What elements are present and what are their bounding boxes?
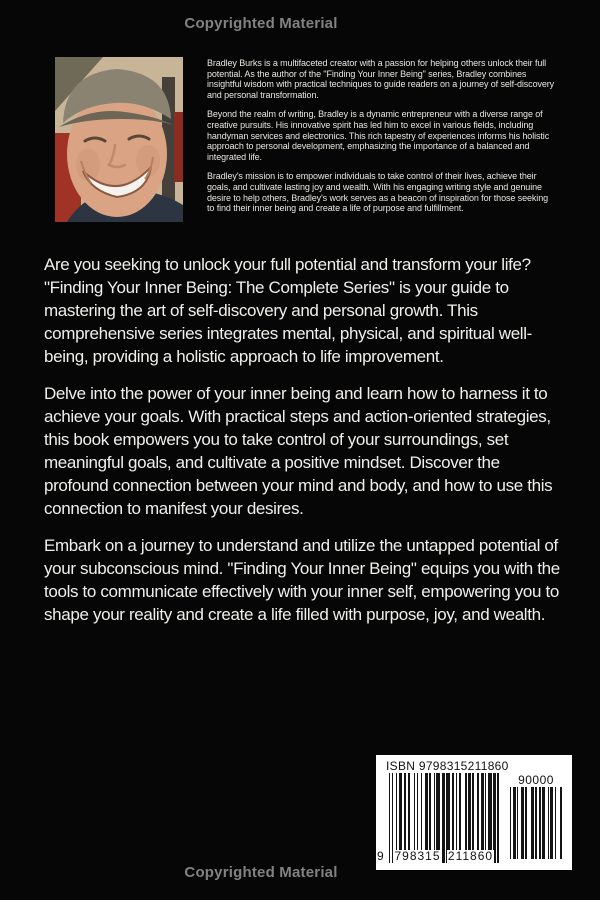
bio-paragraph: Bradley's mission is to empower individuals to take control of their lives, achieve their goals, and cultivate lasting joy and wealth. With his engaging writing style and genuine desire to help others, Bradley's work serves as a beacon of inspiration for those seeking to find their inner being and create a life of purpose and fulfillment. — [207, 171, 549, 214]
ean-barcode — [377, 773, 499, 863]
author-photo — [55, 57, 183, 222]
barcode-digit-group-1: 798315 — [394, 849, 441, 863]
isbn-label: ISBN 9798315211860 — [386, 759, 509, 773]
barcode-digit-lead: 9 — [377, 849, 384, 863]
supplement-barcode — [510, 774, 562, 859]
copyright-watermark-bottom: Copyrighted Material — [184, 864, 338, 881]
bio-paragraph: Beyond the realm of writing, Bradley is a dynamic entrepreneur with a diverse range of creative pursuits. His innovative spirit has led him to excel in various fields, including handyman services and electronics. This rich tapestry of experiences informs his holistic approach to personal development, emphasizing the importance of a balanced and integrated life. — [207, 109, 550, 162]
author-bio — [207, 58, 557, 223]
description-paragraph: Embark on a journey to understand and utilize the untapped potential of your subconscious mind. "Finding Your Inner Being" equips you with the tools to communicate effectively with your inner self, empowering you to shape your reality and create a life filled with purpose, joy, and wealth. — [44, 536, 560, 624]
supplement-label: 90000 — [518, 773, 554, 787]
book-description — [44, 253, 562, 640]
barcode-digit-group-2: 211860 — [447, 849, 494, 863]
supplement-barcode-bars — [510, 787, 562, 859]
barcode-panel — [376, 755, 572, 870]
author-photo-illustration — [55, 57, 183, 222]
description-paragraph: Delve into the power of your inner being and learn how to harness it to achieve your goals. With practical steps and action-oriented strategies, this book empowers you to take control of your surroundings, set meaningful goals, and cultivate a positive mindset. Discover the profound connection between your mind and body, and how to use this connection to manifest your desires. — [44, 384, 553, 518]
description-paragraph: Are you seeking to unlock your full potential and transform your life? "Finding Your Inner Being: The Complete Series" is your guide to mastering the art of self-discovery and personal growth. This comprehensive series integrates mental, physical, and spiritual well-being, providing a holistic approach to life improvement. — [44, 255, 532, 366]
bio-paragraph: Bradley Burks is a multifaceted creator with a passion for helping others unlock their full potential. As the author of the "Finding Your Inner Being" series, Bradley combines insightful wisdom with practical techniques to guide readers on a journey of self-discovery and personal transformation. — [207, 58, 555, 100]
copyright-watermark-top: Copyrighted Material — [184, 15, 338, 32]
